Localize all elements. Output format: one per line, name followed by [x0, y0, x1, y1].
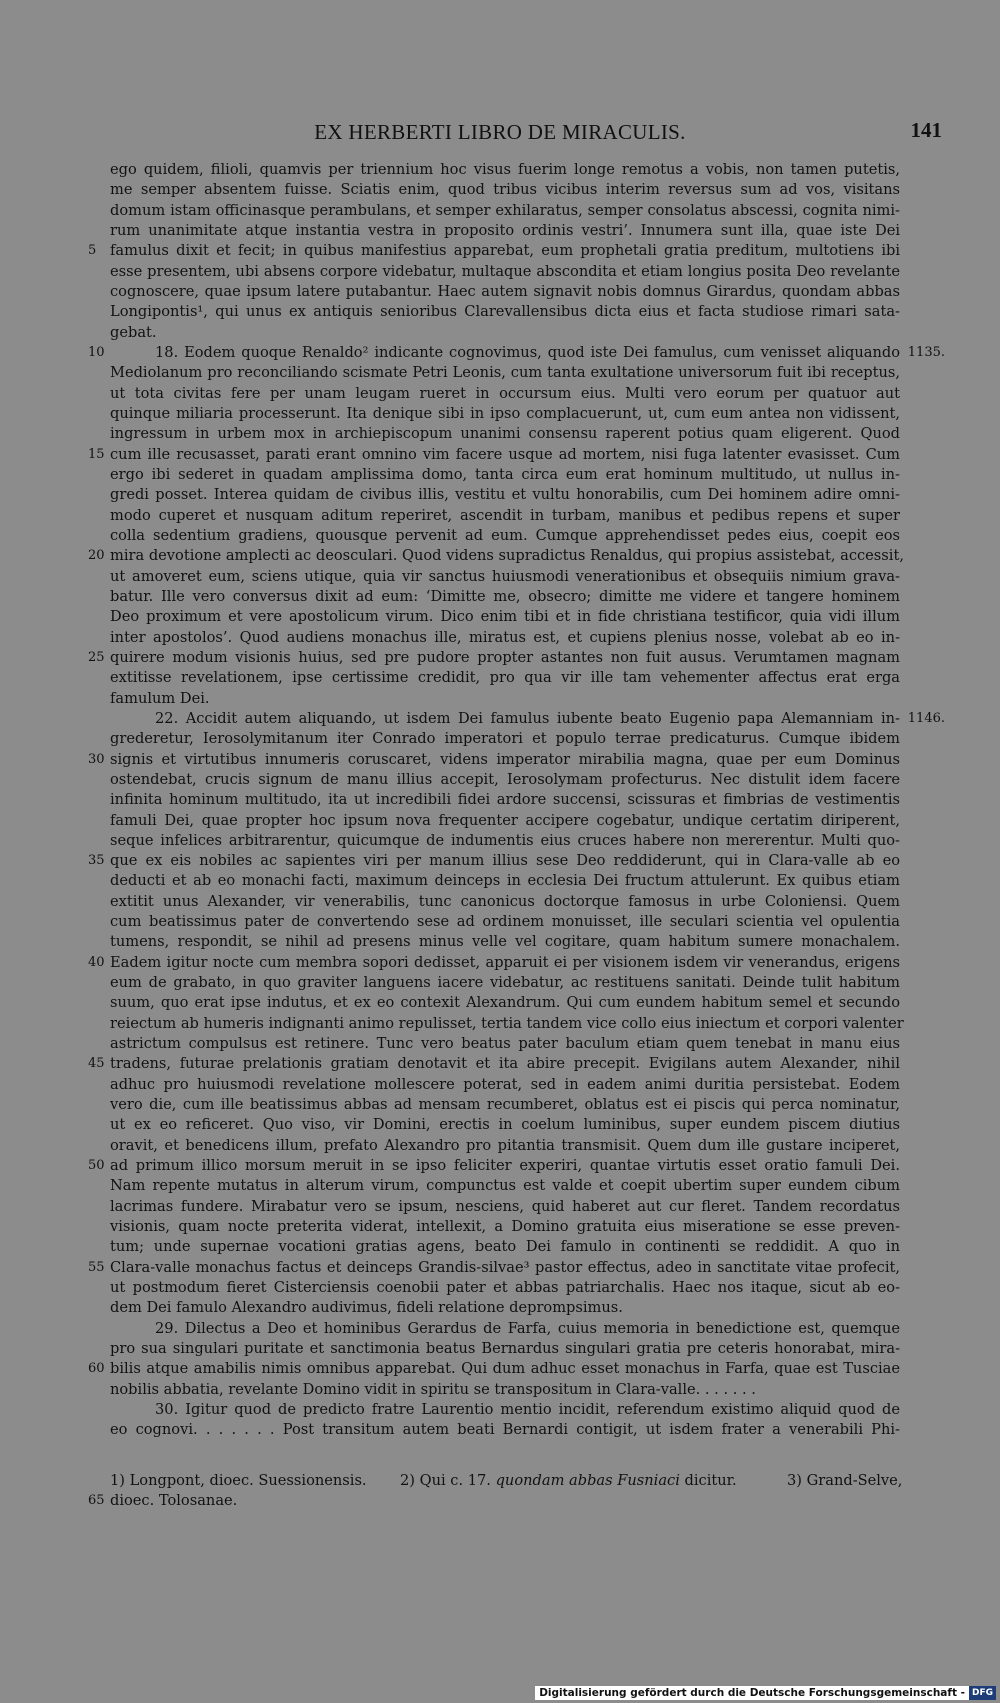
text-line [110, 790, 900, 810]
text-line [88, 241, 900, 261]
line-text: 29. Dilectus a Deo et hominibus Gerardus de Farfa, cuius memoria in benedictione est, quemque [155, 1319, 900, 1337]
line-number: 55 [88, 1259, 105, 1275]
line-number: 30 [88, 751, 105, 767]
text-line [110, 262, 900, 282]
line-number: 45 [88, 1056, 105, 1072]
line-text: famulus dixit et fecit; in quibus manifestius apparebat, eum prophetali gratia preditum, multotiens ibi [110, 242, 900, 260]
text-line [110, 201, 900, 221]
text-line [110, 1278, 900, 1298]
text-line [110, 973, 900, 993]
line-text: quirere modum visionis huius, sed pre pudore propter astantes non fuit ausus. Verumtamen magnam [110, 648, 900, 666]
text-line [110, 831, 900, 851]
text-line [110, 770, 900, 790]
text-line [110, 363, 900, 383]
text-line [110, 1298, 900, 1318]
line-text: adhuc pro huiusmodi revelatione mollescere poterat, sed in eadem animi duritia persistebat. Eodem [110, 1075, 900, 1093]
footnote-2-ref: 2) Qui c. 17. [400, 1472, 491, 1489]
line-text: que ex eis nobiles ac sapientes viri per manum illius sese Deo reddiderunt, qui in Clara-valle ab eo [110, 852, 900, 870]
text-line [88, 343, 945, 363]
line-text: quinque miliaria processerunt. Ita denique sibi in ipso complacuerunt, ut, cum eum antea non vidissent, [110, 404, 900, 422]
line-text: visionis, quam nocte preterita viderat, intellexit, a Domino gratuita eius miseratione se esse preven- [110, 1218, 900, 1236]
line-text: tum; unde supernae vocationi gratias agens, beato Dei famulo in continenti se reddidit. A quo in [110, 1238, 900, 1256]
text-line [110, 1319, 900, 1339]
footnote-line [110, 1471, 903, 1491]
line-text: Clara-valle monachus factus et deinceps Grandis-silvae³ pastor effectus, adeo in sanctitate vitae profecit, [110, 1258, 900, 1276]
line-text: mira devotione amplecti ac deosculari. Quod videns supradictus Renaldus, qui propius assistebat, accessit, [110, 547, 904, 565]
line-text: batur. Ille vero conversus dixit ad eum: ‘Dimitte me, obsecro; dimitte me videre et tangere hominem [110, 587, 900, 605]
line-text: pro sua singulari puritate et sanctimonia beatus Bernardus singulari gratia pre ceteris honorabat, mira- [110, 1340, 900, 1358]
line-number: 15 [88, 446, 105, 462]
line-text: extitisse revelationem, ipse certissime credidit, pro qua vir ille tam vehementer affectus erat erga [110, 669, 900, 687]
line-text: modo cuperet et nusquam aditum reperiret, ascendit in turbam, manibus et pedibus repens et super [110, 506, 900, 524]
line-number: 65 [88, 1493, 105, 1509]
line-text: grederetur, Ierosolymitanum iter Conrado imperatori et populo terrae predicaturus. Cumque ibidem [110, 730, 900, 748]
footnote-1: 1) Longpont, dioec. Suessionensis. [110, 1472, 367, 1489]
text-line [88, 750, 900, 770]
text-line [110, 180, 900, 200]
text-line [110, 871, 900, 891]
text-line [110, 424, 900, 444]
text-line [110, 1217, 900, 1237]
line-text: gebat. [110, 323, 157, 341]
text-line [110, 993, 900, 1013]
line-text: signis et virtutibus innumeris coruscaret, videns imperator mirabilia magna, quae per eum Dominus [110, 750, 900, 768]
line-text: nobilis abbatia, revelante Domino vidit in spiritu se transpositum in Clara-valle. . . . . . . [110, 1380, 756, 1398]
footnote-3-continuation: dioec. Tolosanae. [110, 1492, 238, 1510]
text-line [110, 160, 900, 180]
line-text: ego quidem, filioli, quamvis per triennium hoc visus fuerim longe remotus a vobis, non tamen putetis, [110, 161, 900, 178]
line-text: eum de grabato, in quo graviter languens iacere videbatur, ac restituens sanitati. Deinde tulit habitum [110, 974, 900, 992]
text-line [110, 587, 900, 607]
text-line [110, 1420, 900, 1440]
line-text: famulum Dei. [110, 689, 210, 707]
line-text: cognoscere, quae ipsum latere putabantur. Haec autem signavit nobis domnus Girardus, quondam abbas [110, 282, 900, 300]
text-line [110, 404, 900, 424]
line-text: ergo ibi sederet in quadam amplissima domo, tanta circa eum erat hominum multitudo, ut nullus in- [110, 465, 900, 483]
line-text: Eadem igitur nocte cum membra sopori dedisset, apparuit ei per visionem isdem vir venerandus, erigens [110, 953, 900, 971]
text-line [110, 506, 900, 526]
line-number: 25 [88, 649, 105, 665]
line-text: esse presentem, ubi absens corpore videbatur, multaque abscondita et etiam longius posita Deo revelante [110, 262, 900, 280]
page-number: 141 [910, 118, 942, 142]
text-line [110, 323, 900, 343]
line-number: 40 [88, 954, 105, 970]
line-text: rum unanimitate atque instantia vestra in proposito ordinis vestri’. Innumera sunt illa, quae iste Dei [110, 221, 900, 239]
line-text: dem Dei famulo Alexandro audivimus, fideli relatione deprompsimus. [110, 1299, 623, 1317]
line-text: extitit unus Alexander, vir venerabilis, tunc canonicus doctorque famosus in urbe Coloniensi. Quem [110, 892, 900, 910]
text-line [110, 567, 900, 587]
line-number: 60 [88, 1361, 105, 1377]
text-line [110, 384, 900, 404]
text-line [110, 607, 900, 627]
text-line [110, 628, 900, 648]
line-text: Mediolanum pro reconciliando scismate Petri Leonis, cum tanta exultatione universorum fuit ibi receptus, [110, 364, 900, 382]
line-number: 35 [88, 853, 105, 869]
line-text: 30. Igitur quod de predicto fratre Laurentio mentio incidit, referendum existimo aliquid quod de [155, 1401, 900, 1419]
line-text: gredi posset. Interea quidam de civibus illis, vestitu et vultu honorabilis, cum Dei hominem adire omni- [110, 486, 900, 504]
footnotes [88, 1471, 903, 1512]
text-line [88, 953, 900, 973]
line-text: ostendebat, crucis signum de manu illius accepit, Ierosolymam profecturus. Nec distulit idem facere [110, 770, 900, 788]
line-text: seque infelices arbitrarentur, quicumque de indumentis eius cruces habere non mererentur. Multi quo- [110, 831, 900, 849]
line-text: 22. Accidit autem aliquando, ut isdem Dei famulus iubente beato Eugenio papa Alemanniam in- [155, 709, 900, 727]
text-line [110, 729, 900, 749]
line-text: suum, quo erat ipse indutus, et ex eo contexit Alexandrum. Qui cum eundem habitum semel et secundo [110, 994, 900, 1012]
line-number: 20 [88, 548, 105, 564]
text-line [110, 1034, 900, 1054]
line-text: ut ex eo reficeret. Quo viso, vir Domini, erectis in coelum luminibus, super eundem piscem diutius [110, 1116, 900, 1134]
footnote-2-quote: quondam abbas Fusniaci [495, 1472, 680, 1489]
line-text: tradens, futurae prelationis gratiam denotavit et ita abire precepit. Evigilans autem Alexander, nihil [110, 1055, 900, 1073]
text-line [88, 1156, 900, 1176]
text-line [110, 1197, 900, 1217]
text-line [110, 465, 900, 485]
line-text: cum ille recusasset, parati erant omnino vim facere usque ad mortem, nisi fuga latenter evasisset. Cum [110, 445, 900, 463]
line-text: ut postmodum fieret Cisterciensis coenobii pater et abbas patriarchalis. Haec nos itaque, sicut ab eo- [110, 1279, 900, 1297]
footnote-3: 3) Grand-Selve, [787, 1472, 903, 1489]
line-text: me semper absentem fuisse. Sciatis enim, quod tribus vicibus interim reversus sum ad vos, visitans [110, 181, 900, 199]
text-line [110, 526, 900, 546]
line-text: inter apostolos’. Quod audiens monachus ille, miratus est, et cupiens plenius nosse, volebat ab eo in- [110, 628, 900, 646]
dfg-credit [535, 1686, 996, 1700]
text-line [110, 1014, 904, 1034]
line-text: ad primum illico morsum meruit in se ipso feliciter experiri, quantae virtutis esset oratio famuli Dei. [110, 1157, 900, 1175]
text-line [88, 1054, 900, 1074]
line-text: reiectum ab humeris indignanti animo repulisset, tertia tandem vice collo eius iniectum et corpori valenter [110, 1014, 904, 1032]
text-line [110, 709, 945, 729]
text-line [110, 668, 900, 688]
line-text: Nam repente mutatus in alterum virum, compunctus est valde et coepit ubertim super eundem cibum [110, 1177, 900, 1195]
text-line [110, 282, 900, 302]
text-line [110, 892, 900, 912]
dfg-credit-text: Digitalisierung gefördert durch die Deutsche Forschungsgemeinschaft - [539, 1687, 965, 1699]
text-line [88, 851, 900, 871]
line-text: cum beatissimus pater de convertendo sese ad ordinem monuisset, ille seculari scientia vel opulentia [110, 913, 900, 931]
text-line [110, 1176, 900, 1196]
line-text: Deo proximum et vere apostolicum virum. Dico enim tibi et in fide christiana testificor, quia vidi illum [110, 608, 900, 626]
dfg-logo: DFG [969, 1686, 996, 1700]
line-text: deducti et ab eo monachi facti, maximum deinceps in ecclesia Dei fructum attulerunt. Ex quibus etiam [110, 872, 900, 890]
line-text: ingressum in urbem mox in archiepiscopum unanimi consensu raperent potius quam eligerent. Quod [110, 425, 900, 443]
text-line [88, 1258, 900, 1278]
text-line [88, 1359, 900, 1379]
text-line [88, 445, 900, 465]
line-text: 18. Eodem quoque Renaldo² indicante cognovimus, quod iste Dei famulus, cum venisset aliquando [155, 343, 900, 361]
text-line [88, 546, 904, 566]
line-text: oravit, et benedicens illum, prefato Alexandro pro pitantia transmisit. Quem dum ille gustare inciperet, [110, 1136, 900, 1154]
line-text: famuli Dei, quae propter hoc ipsum nova frequenter accipere cogebatur, undique certatim diriperent, [110, 811, 900, 829]
text-line [88, 648, 900, 668]
page-header [0, 118, 1000, 148]
footnote-2-end: dicitur. [684, 1472, 737, 1489]
line-text: tumens, respondit, se nihil ad presens minus velle vel cogitare, quam habitum sumere monachalem. [110, 933, 900, 951]
main-text [88, 160, 945, 1441]
text-line [110, 932, 900, 952]
line-number: 10 [88, 344, 105, 360]
line-text: lacrimas fundere. Mirabatur vero se ipsum, nesciens, quid haberet aut cur fleret. Tandem recordatus [110, 1197, 900, 1215]
text-line [110, 912, 900, 932]
line-text: ut amoveret eum, sciens utique, quia vir sanctus huiusmodi venerationibus et obsequiis nimium grava- [110, 567, 900, 585]
line-number: 5 [88, 243, 97, 259]
line-text: Longipontis¹, qui unus ex antiquis senioribus Clarevallensibus dicta eius et facta studiose rimari sata- [110, 303, 900, 321]
text-line [110, 221, 900, 241]
footnote-line [88, 1491, 900, 1511]
text-line [110, 1237, 900, 1257]
footnote-2 [400, 1471, 737, 1491]
line-text: eo cognovi. . . . . . . Post transitum autem beati Bernardi contigit, ut isdem frater a venerabili Phi- [110, 1421, 900, 1439]
line-text: vero die, cum ille beatissimus abbas ad mensam recumberet, oblatus est ei piscis qui perca nominatur, [110, 1096, 900, 1114]
text-line [110, 485, 900, 505]
line-text: colla sedentium gradiens, quousque pervenit ad eum. Cumque apprehendisset pedes eius, coepit eos [110, 526, 900, 544]
line-text: infinita hominum multitudo, ita ut incredibili fidei ardore succensi, scissuras et fimbrias de vestimentis [110, 791, 900, 809]
text-line [110, 811, 900, 831]
text-line [110, 302, 900, 322]
text-line [110, 1095, 900, 1115]
text-line [110, 1339, 900, 1359]
text-line [110, 1380, 900, 1400]
line-number: 50 [88, 1158, 105, 1174]
line-text: ut tota civitas fere per unam leugam rueret in occursum eius. Multi vero eorum per quatuor aut [110, 384, 900, 402]
text-line [110, 689, 900, 709]
text-line [110, 1400, 900, 1420]
text-line [110, 1115, 900, 1135]
running-title: EX HERBERTI LIBRO DE MIRACULIS. [314, 120, 686, 144]
text-line [110, 1075, 900, 1095]
margin-year: 1146. [907, 710, 945, 726]
margin-year: 1135. [907, 344, 945, 360]
line-text: domum istam officinasque perambulans, et semper exhilaratus, semper consolatus abscessi, cognita nimi- [110, 201, 900, 219]
text-line [110, 1136, 900, 1156]
line-text: bilis atque amabilis nimis omnibus apparebat. Qui dum adhuc esset monachus in Farfa, quae est Tusciae [110, 1360, 900, 1378]
line-text: astrictum compulsus est retinere. Tunc vero beatus pater baculum etiam quem tenebat in manu eius [110, 1035, 900, 1053]
